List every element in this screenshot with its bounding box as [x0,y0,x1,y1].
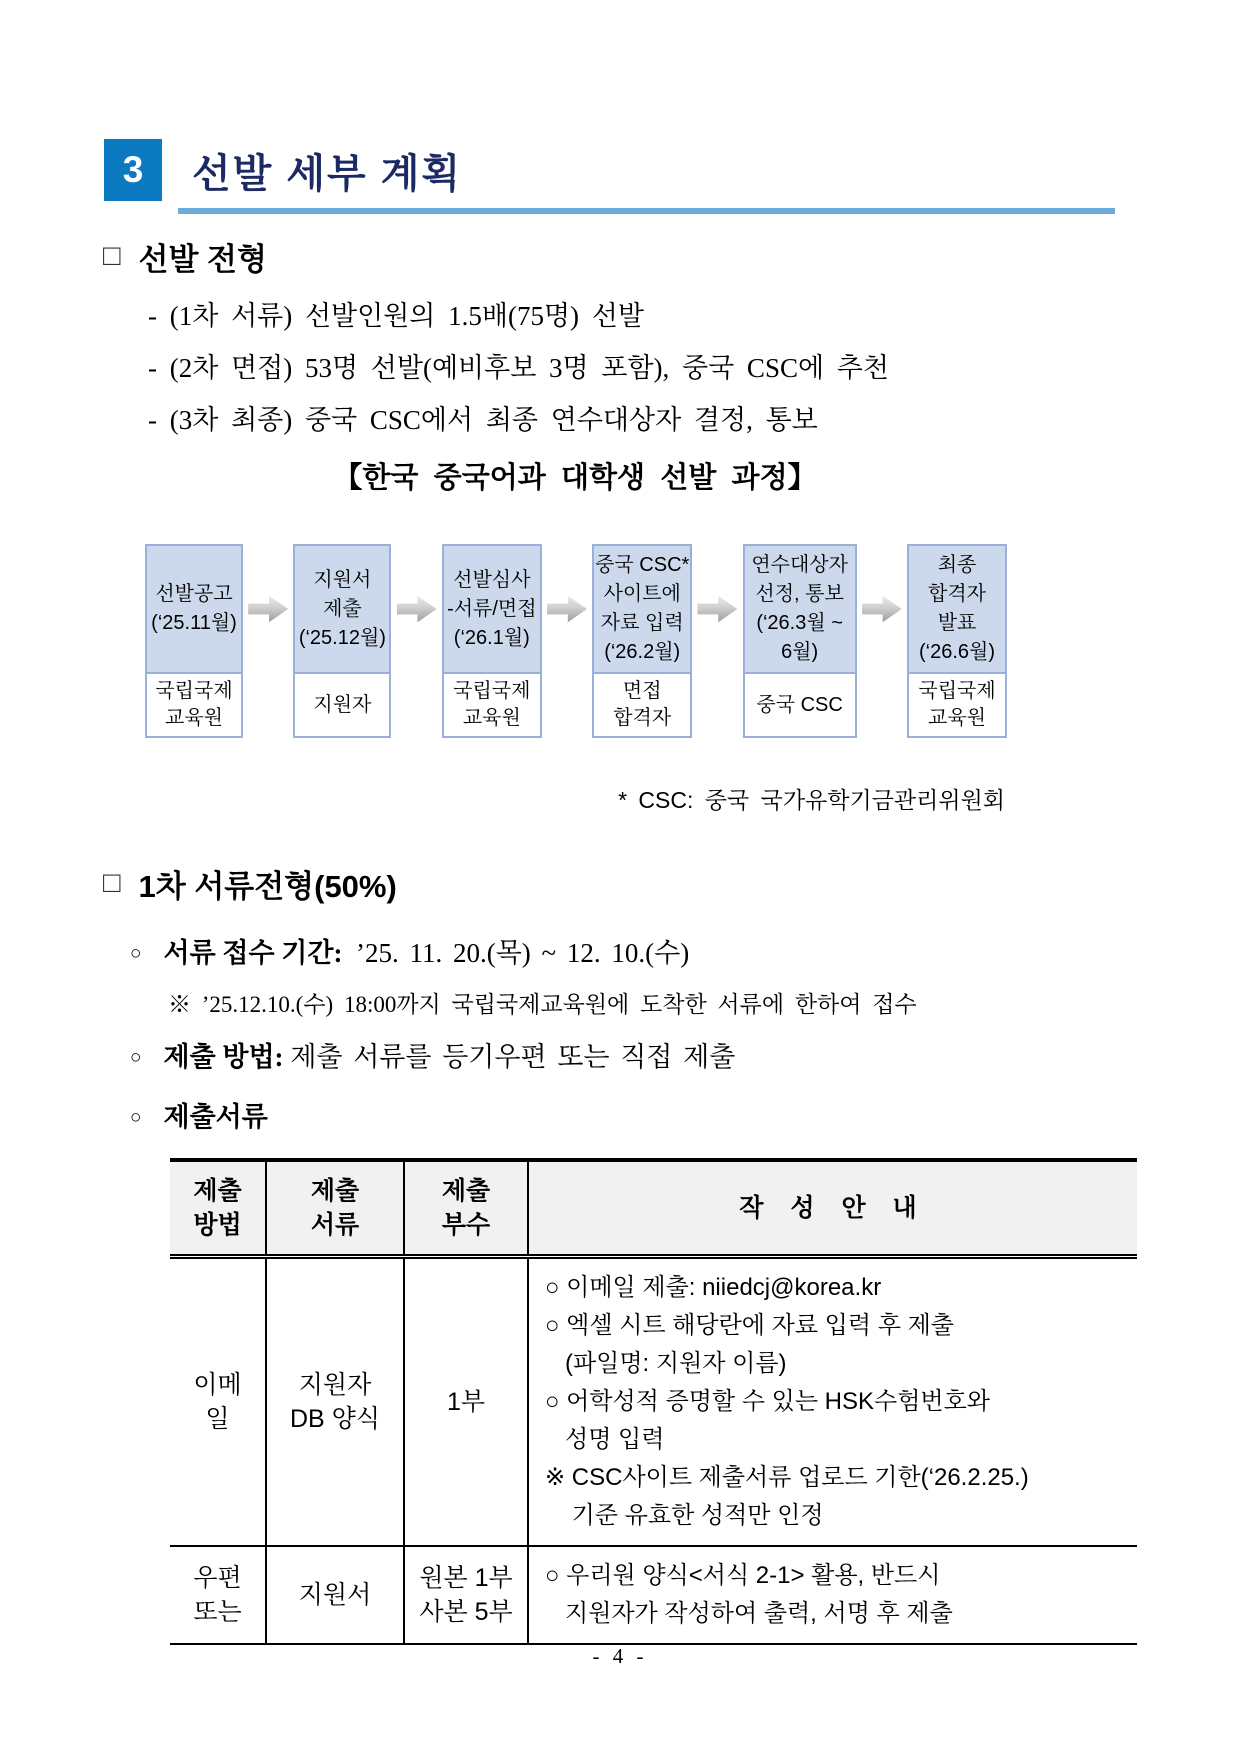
cell-document [266,1546,404,1644]
submission-documents-table [170,1158,1137,1645]
flow-stage-box [592,544,692,674]
cell-line: 1부 [446,1387,486,1416]
flow-step-final-announcement [907,544,1007,738]
item-text [163,1040,735,1074]
stage-line: 6월) [781,641,819,663]
circle-bullet-icon: ○ [130,1047,142,1068]
guide-line: 기준 유효한 성적만 인정 [545,1501,824,1529]
square-bullet-icon: □ [103,240,121,272]
actor-line: 국립국제 [155,680,233,702]
cell-line: 지원자 [298,1370,372,1399]
flow-stage-box [907,544,1007,674]
item-submission-documents [130,1100,1240,1138]
square-bullet-icon: □ [103,867,121,899]
header-line: 제출 [310,1176,360,1205]
header-line: 방법 [193,1210,242,1239]
cell-line: 지원서 [298,1580,372,1609]
selection-process-flowchart [145,544,1007,738]
guide-line: ※ CSC사이트 제출서류 업로드 기한(‘26.2.25.) [545,1463,1029,1491]
guide-line: (파일명: 지원자 이름) [545,1349,787,1377]
actor-line: 교육원 [928,707,987,729]
table-row-mail [170,1546,1137,1644]
header-line: 제출 [441,1176,491,1205]
arrow-right-icon [547,594,587,624]
flow-step-csc-input [592,544,692,738]
section-header [104,138,1240,202]
guide-line: 지원자가 작성하여 출력, 서명 후 제출 [545,1599,953,1627]
list-item: - (2차 면접) 53명 선발(예비후보 3명 포함), 중국 CSC에 추천 [148,353,889,383]
col-header-guide: 작 성 안 내 [528,1160,1137,1256]
flow-connector [542,544,592,624]
flow-actor-box [907,674,1007,738]
heading-label: 선발 전형 [138,242,267,277]
stage-line: (‘25.11월) [151,612,237,634]
guide-line: ○ 엑셀 시트 해당란에 자료 입력 후 제출 [545,1311,954,1339]
stage-line: 연수대상자 [751,554,848,576]
item-value: 제출 서류를 등기우편 또는 직접 제출 [290,1042,736,1072]
actor-line: 국립국제 [918,680,996,702]
stage-line: 지원서 [313,568,372,591]
cell-line: 우편 [193,1563,242,1592]
guide-line: ○ 이메일 제출: niiedcj@korea.kr [545,1273,882,1301]
stage-line: (‘25.12월) [298,626,386,649]
flow-stage-box [145,544,243,674]
item-label: 제출서류 [163,1102,268,1132]
flow-connector [243,544,293,624]
col-header-method [170,1160,266,1256]
table-header-row [170,1160,1137,1256]
item-value: ’25. 11. 20.(목) ~ 12. 10.(수) [355,938,690,968]
arrow-right-icon [397,594,437,624]
guide-line: 성명 입력 [545,1425,665,1453]
cell-copies [404,1256,528,1546]
flow-actor-box [592,674,692,738]
flow-step-selection-notice [743,544,857,738]
stage-line: 선발공고 [155,583,233,605]
header-line: 제출 [193,1176,242,1205]
flow-actor-box [442,674,542,738]
cell-line: 사본 5부 [419,1597,513,1626]
heading-label: 1차 서류전형(50%) [138,869,397,904]
heading-selection-process [103,234,1240,279]
list-item: - (3차 최종) 중국 CSC에서 최종 연수대상자 결정, 통보 [148,405,818,435]
selection-items [148,299,1240,437]
table-row-email [170,1256,1137,1546]
cell-copies [404,1546,528,1644]
cell-method [170,1256,266,1546]
stage-line: 사이트에 [603,583,681,605]
flow-stage-box [293,544,391,674]
circle-bullet-icon: ○ [130,1107,142,1128]
cell-method [170,1546,266,1644]
section-number-badge: 3 [104,139,162,201]
cell-line: 원본 1부 [419,1563,513,1592]
flow-stage-box [442,544,542,674]
title-underline [178,208,1115,214]
page-number: - 4 - [592,1644,648,1668]
flow-connector [857,544,907,624]
flow-connector [692,544,742,624]
list-item: - (1차 서류) 선발인원의 1.5배(75명) 선발 [148,301,644,331]
cell-line: DB 양식 [290,1404,380,1433]
flow-actor-box [145,674,243,738]
stage-line: 선정, 통보 [755,583,844,605]
cell-document [266,1256,404,1546]
header-line: 부수 [441,1210,491,1239]
stage-line: 최종 [937,554,977,576]
item-label: 제출 방법: [163,1042,284,1072]
arrow-right-icon [862,594,902,624]
cell-line: 이메 [193,1370,242,1399]
flow-actor-box [293,674,391,738]
stage-line: 자료 입력 [600,612,684,634]
flow-step-screening [442,544,542,738]
guide-line: ○ 우리원 양식<서식 2-1> 활용, 반드시 [545,1561,941,1589]
item-reception-period [130,936,1240,974]
col-header-copies [404,1160,528,1256]
stage-line: 합격자 [928,583,987,605]
csc-footnote: * CSC: 중국 국가유학기금관리위원회 [618,787,1005,813]
stage-line: 제출 [323,597,362,620]
reception-deadline-note: ※ ’25.12.10.(수) 18:00까지 국립국제교육원에 도착한 서류에 한하여 접수 [168,992,917,1017]
stage-line: (‘26.6월) [919,641,996,663]
heading-round1-screening [103,861,1240,906]
item-text [163,1100,267,1134]
stage-line: -서류/면접 [447,597,537,620]
guide-line: ○ 어학성적 증명할 수 있는 HSK수험번호와 [545,1387,990,1415]
stage-line: 중국 CSC* [595,554,690,576]
stage-line: (‘26.3월 ~ [756,612,843,634]
arrow-right-icon [697,594,737,624]
flow-stage-box [743,544,857,674]
circle-bullet-icon: ○ [130,943,142,964]
flow-actor-box [743,674,857,738]
actor-line: 중국 CSC [756,693,843,716]
stage-line: 선발심사 [453,568,531,591]
actor-line: 면접 [622,680,662,702]
flow-step-application [293,544,391,738]
actor-line: 교육원 [462,707,521,729]
stage-line: 발표 [937,612,977,634]
arrow-right-icon [248,594,288,624]
item-label: 서류 접수 기간: [163,938,343,968]
cell-line: 일 [205,1404,230,1433]
flow-step-announcement [145,544,243,738]
cell-line: 또는 [193,1597,242,1626]
col-header-document [266,1160,404,1256]
actor-line: 합격자 [613,707,672,729]
header-line: 서류 [310,1210,360,1239]
actor-line: 국립국제 [453,680,531,702]
item-submission-method [130,1040,1240,1078]
page-title: 선발 세부 계획 [192,151,463,196]
cell-guide [528,1256,1137,1546]
flow-connector [391,544,441,624]
actor-line: 교육원 [165,707,223,729]
stage-line: (‘26.2월) [604,641,681,663]
flowchart-title: 【한국 중국어과 대학생 선발 과정】 [333,462,817,494]
stage-line: (‘26.1월) [453,626,530,649]
actor-line: 지원자 [313,693,372,716]
item-text [163,936,689,970]
cell-guide [528,1546,1137,1644]
